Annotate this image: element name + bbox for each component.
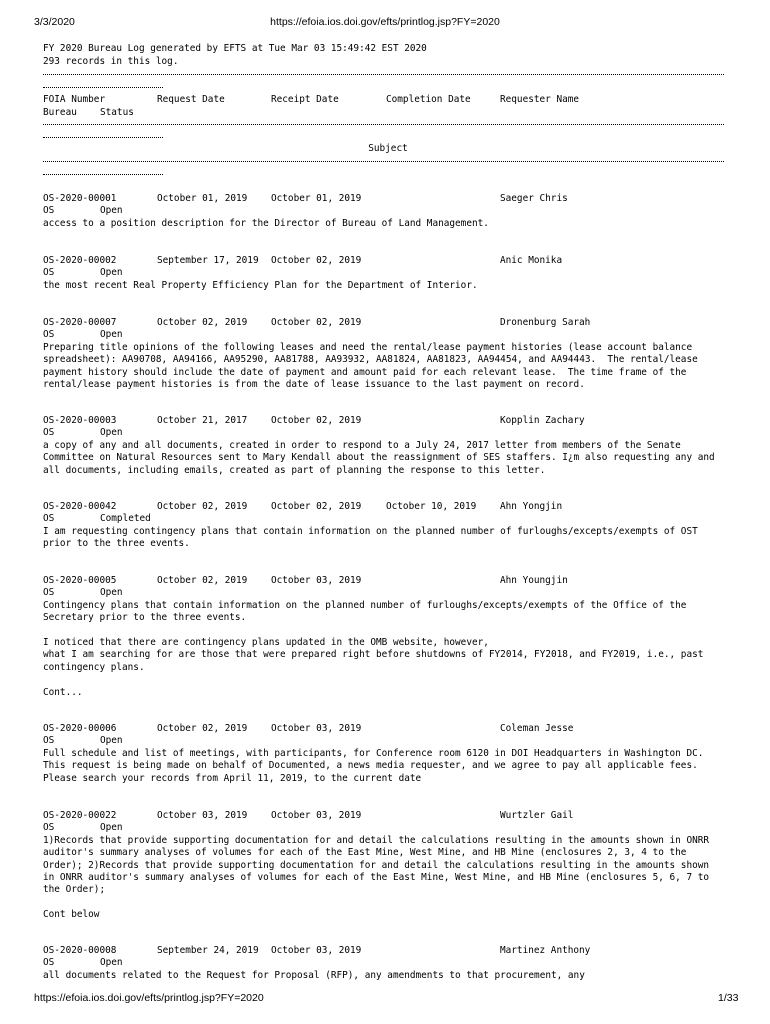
record-requester: Dronenburg Sarah <box>500 317 591 328</box>
col-completion-date: Completion Date <box>386 94 471 105</box>
record-bureau-row <box>43 513 733 525</box>
log-record <box>43 810 733 922</box>
record-bureau: OS <box>43 267 55 279</box>
record-subject: Full schedule and list of meetings, with participants, for Conference room 6120 in DOI Headquarters in Washington DC. This request is being made on behalf of Documented, a news media requester, and we agree to pay all applicable fees. Please search your records from April 11, 2019, to the current date <box>43 747 704 784</box>
record-bureau: OS <box>43 205 55 217</box>
separator-rule <box>43 137 163 138</box>
col-subject: Subject <box>368 143 408 154</box>
record-number: OS-2020-00042 <box>43 501 117 512</box>
record-number: OS-2020-00022 <box>43 810 117 821</box>
separator-rule <box>43 174 163 175</box>
col-status: Status <box>100 107 134 118</box>
record-request-date: October 01, 2019 <box>157 193 248 204</box>
record-subject: 1)Records that provide supporting documentation for and detail the calculations resulting in the amounts shown in ONRR auditor's summary analyses of volumes for each of the East Mine, West Mine, and HB Mine (enclosures 2, 3, 4 to the Order); 2)Records that provide supporting documentation for and detail the calculations resulting in the amounts shown in ONRR auditor's summary analyses of volumes for each of the East Mine, West Mine, and HB Mine (enclosures 5, 6, 7 to the Order); Cont below <box>43 834 710 921</box>
record-request-date: October 02, 2019 <box>157 723 248 734</box>
record-bureau-row <box>43 735 733 747</box>
record-requester: Coleman Jesse <box>500 723 574 734</box>
record-requester: Ahn Youngjin <box>500 575 568 586</box>
record-status: Open <box>100 427 123 439</box>
record-status: Open <box>100 587 123 599</box>
record-bureau-row <box>43 329 733 341</box>
record-bureau-row <box>43 957 733 969</box>
record-number: OS-2020-00005 <box>43 575 117 586</box>
record-bureau: OS <box>43 513 55 525</box>
col-requester-name: Requester Name <box>500 94 580 105</box>
record-requester: Saeger Chris <box>500 193 568 204</box>
record-bureau-row <box>43 205 733 217</box>
page-number: 1/33 <box>718 992 739 1004</box>
record-completion-date: October 10, 2019 <box>386 501 477 512</box>
record-receipt-date: October 02, 2019 <box>271 317 362 328</box>
record-requester: Martinez Anthony <box>500 945 591 956</box>
record-header-row <box>43 945 733 957</box>
log-count: 293 records in this log. <box>43 56 179 67</box>
record-request-date: October 21, 2017 <box>157 415 248 426</box>
record-receipt-date: October 02, 2019 <box>271 415 362 426</box>
record-request-date: October 02, 2019 <box>157 575 248 586</box>
record-status: Open <box>100 735 123 747</box>
record-subject: access to a position description for the Director of Bureau of Land Management. <box>43 217 489 229</box>
record-subject: a copy of any and all documents, created in order to respond to a July 24, 2017 letter from members of the Senate Committee on Natural Resources sent to Mary Kendall about the reassignment of SES staffers. I¿m also requesting any and all documents, including emails, created as part of planning the response to this letter. <box>43 439 715 476</box>
record-receipt-date: October 02, 2019 <box>271 501 362 512</box>
record-bureau: OS <box>43 587 55 599</box>
record-requester: Kopplin Zachary <box>500 415 585 426</box>
record-bureau: OS <box>43 329 55 341</box>
print-url-footer: https://efoia.ios.doi.gov/efts/printlog.jsp?FY=2020 <box>34 992 264 1004</box>
record-request-date: September 24, 2019 <box>157 945 259 956</box>
log-record <box>43 415 733 477</box>
record-receipt-date: October 03, 2019 <box>271 810 362 821</box>
record-receipt-date: October 03, 2019 <box>271 575 362 586</box>
record-header-row <box>43 810 733 822</box>
record-bureau-row <box>43 427 733 439</box>
record-receipt-date: October 01, 2019 <box>271 193 362 204</box>
print-date: 3/3/2020 <box>34 16 75 28</box>
record-receipt-date: October 03, 2019 <box>271 945 362 956</box>
record-request-date: October 02, 2019 <box>157 317 248 328</box>
record-status: Open <box>100 822 123 834</box>
record-number: OS-2020-00001 <box>43 193 117 204</box>
separator-rule <box>43 74 724 75</box>
log-record <box>43 193 733 230</box>
record-header-row <box>43 575 733 587</box>
log-record <box>43 723 733 785</box>
record-bureau: OS <box>43 427 55 439</box>
record-status: Completed <box>100 513 151 525</box>
record-status: Open <box>100 957 123 969</box>
col-foia-number: FOIA Number <box>43 94 106 105</box>
record-subject: Contingency plans that contain information on the planned number of furloughs/excepts/exempts of the Office of the Secretary prior to the three events. I noticed that there are contingency plans updated in the OMB website, however, what I am searching for are those that were prepared right before shutdowns of FY2014, FY2018, and FY2019, i.e., past contingency plans. Cont... <box>43 599 704 698</box>
record-bureau-row <box>43 822 733 834</box>
record-header-row <box>43 415 733 427</box>
record-header-row <box>43 255 733 267</box>
print-url-header: https://efoia.ios.doi.gov/efts/printlog.jsp?FY=2020 <box>270 16 500 28</box>
record-receipt-date: October 03, 2019 <box>271 723 362 734</box>
record-subject: all documents related to the Request for Proposal (RFP), any amendments to that procurement, any <box>43 969 585 981</box>
record-requester: Anic Monika <box>500 255 563 266</box>
separator-rule <box>43 161 724 162</box>
record-bureau: OS <box>43 957 55 969</box>
record-status: Open <box>100 329 123 341</box>
record-number: OS-2020-00003 <box>43 415 117 426</box>
record-requester: Wurtzler Gail <box>500 810 574 821</box>
col-request-date: Request Date <box>157 94 225 105</box>
log-record <box>43 945 733 982</box>
record-bureau: OS <box>43 735 55 747</box>
record-request-date: October 02, 2019 <box>157 501 248 512</box>
record-bureau-row <box>43 587 733 599</box>
record-status: Open <box>100 267 123 279</box>
log-record <box>43 317 733 391</box>
record-header-row <box>43 723 733 735</box>
record-bureau: OS <box>43 822 55 834</box>
record-request-date: September 17, 2019 <box>157 255 259 266</box>
record-bureau-row <box>43 267 733 279</box>
col-bureau: Bureau <box>43 107 77 118</box>
log-record <box>43 255 733 292</box>
record-request-date: October 03, 2019 <box>157 810 248 821</box>
log-title: FY 2020 Bureau Log generated by EFTS at Tue Mar 03 15:49:42 EST 2020 <box>43 43 427 54</box>
record-number: OS-2020-00007 <box>43 317 117 328</box>
record-subject: Preparing title opinions of the following leases and need the rental/lease payment histories (lease account balance spreadsheet): AA90708, AA94166, AA95290, AA81788, AA93932, AA81824, AA81823, AA94454, and AA94443. The rental/lease payment history should include the date of payment and amount paid for each relevant lease. The time frame of the rental/lease payment histories is from the date of lease issuance to the last payment on record. <box>43 341 698 390</box>
record-number: OS-2020-00002 <box>43 255 117 266</box>
record-subject: I am requesting contingency plans that contain information on the planned number of furloughs/excepts/exempts of OST prior to the three events. <box>43 525 698 550</box>
record-receipt-date: October 02, 2019 <box>271 255 362 266</box>
record-number: OS-2020-00008 <box>43 945 117 956</box>
record-number: OS-2020-00006 <box>43 723 117 734</box>
separator-rule <box>43 87 163 88</box>
separator-rule <box>43 124 724 125</box>
col-receipt-date: Receipt Date <box>271 94 339 105</box>
record-header-row <box>43 193 733 205</box>
record-status: Open <box>100 205 123 217</box>
log-record <box>43 501 733 551</box>
record-requester: Ahn Yongjin <box>500 501 563 512</box>
record-header-row <box>43 501 733 513</box>
record-subject: the most recent Real Property Efficiency Plan for the Department of Interior. <box>43 279 478 291</box>
record-header-row <box>43 317 733 329</box>
log-record <box>43 575 733 699</box>
